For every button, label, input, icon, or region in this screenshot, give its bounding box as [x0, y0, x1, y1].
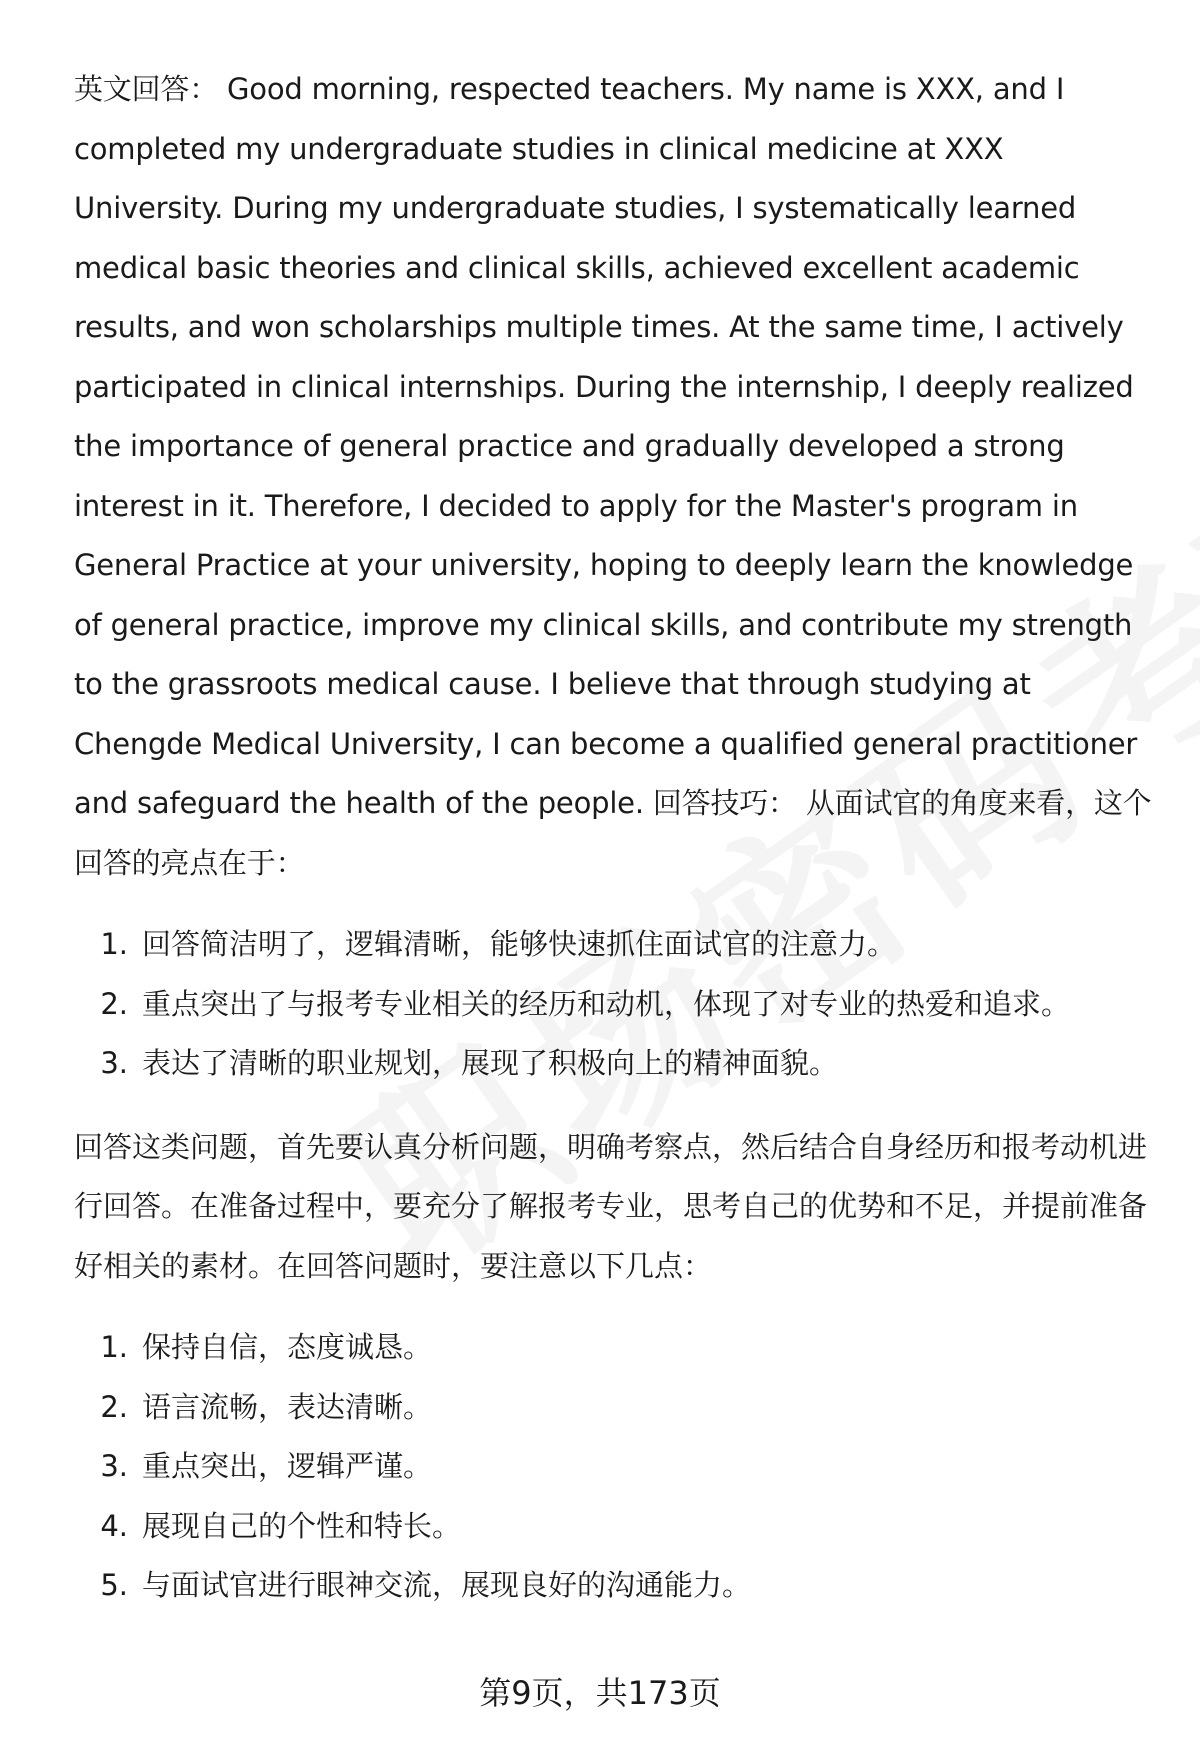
english-answer-paragraph: 英文回答： Good morning, respected teachers. My name is XXX, and I completed my undergraduate studies in clinical medicine at XXX University. During my undergraduate studies, I systematically learned medical basic theories and clinical skills, achieved excellent academic results, and won scholarships multiple times. At the same time, I actively participated in clinical internships. During the internship, I deeply realized the importance of general practice and gradually developed a strong interest in it. Therefore, I decided to apply for the Master's program in General Practice at your university, hoping to deeply learn the knowledge of general practice, improve my clinical skills, and contribute my strength to the grassroots medical cause. I believe that through studying at Chengde Medical University, I can become a qualified general practitioner and safeguard the health of the people. 回答技巧： 从面试官的角度来看，这个回答的亮点在于： — [74, 72, 1152, 880]
list-number: 3. — [100, 1046, 128, 1080]
list-number: 1. — [100, 1330, 128, 1364]
list-item — [74, 975, 1154, 1035]
highlights-list — [74, 915, 1154, 1094]
list-item — [74, 1556, 1154, 1616]
list-number: 3. — [100, 1449, 128, 1483]
list-item — [74, 1497, 1154, 1557]
page-content — [74, 60, 1154, 1616]
list-item — [74, 915, 1154, 975]
list-number: 1. — [100, 927, 128, 961]
list-number: 2. — [100, 1389, 128, 1424]
list-item — [74, 1437, 1154, 1497]
list-item-text: 保持自信，态度诚恳。 — [142, 1330, 433, 1364]
list-item-text: 展现自己的个性和特长。 — [142, 1508, 462, 1543]
list-number: 4. — [100, 1508, 128, 1543]
list-item-text: 语言流畅，表达清晰。 — [142, 1389, 433, 1424]
list-item — [74, 1034, 1154, 1094]
list-number: 2. — [100, 986, 128, 1021]
list-item — [74, 1318, 1154, 1378]
list-number: 5. — [100, 1568, 128, 1602]
list-item-text: 与面试官进行眼神交流，展现良好的沟通能力。 — [142, 1568, 752, 1602]
tips-list — [74, 1318, 1154, 1616]
answer-method-paragraph: 回答这类问题，首先要认真分析问题，明确考察点，然后结合自身经历和报考动机进行回答。在准备过程中，要充分了解报考专业，思考自己的优势和不足，并提前准备好相关的素材。在回答问题时，要注意以下几点： — [74, 1129, 1148, 1283]
list-item — [74, 1378, 1154, 1438]
list-item-text: 回答简洁明了，逻辑清晰，能够快速抓住面试官的注意力。 — [142, 927, 897, 961]
page-number-footer: 第9页，共173页 — [479, 1674, 721, 1712]
list-item-text: 表达了清晰的职业规划，展现了积极向上的精神面貌。 — [142, 1046, 839, 1080]
list-item-text: 重点突出了与报考专业相关的经历和动机，体现了对专业的热爱和追求。 — [142, 986, 1071, 1021]
list-item-text: 重点突出，逻辑严谨。 — [142, 1449, 433, 1483]
